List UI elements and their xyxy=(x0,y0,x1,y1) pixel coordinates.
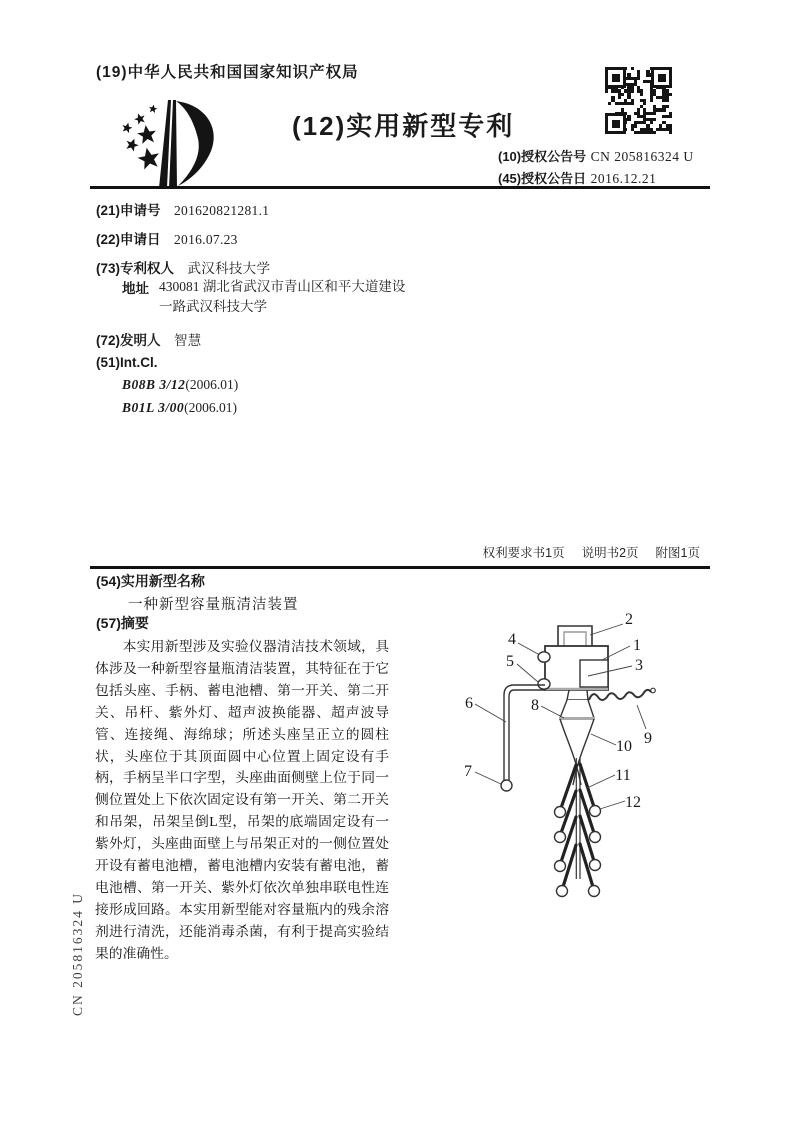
patentee-row xyxy=(96,257,270,278)
device-figure xyxy=(430,598,700,930)
address-row xyxy=(122,277,411,317)
intcl-label: (51)Int.Cl. xyxy=(96,355,158,370)
application-date-row xyxy=(96,228,238,249)
figure-label-1: 1 xyxy=(633,637,641,654)
figure-label-7: 7 xyxy=(464,763,472,780)
qr-finder-icon xyxy=(605,67,626,88)
figure-label-12: 12 xyxy=(625,794,641,811)
figure-label-6: 6 xyxy=(465,695,473,712)
inventor-value: 智慧 xyxy=(173,333,202,348)
pub-no-value: CN 205816324 U xyxy=(590,149,694,164)
app-date-label: (22)申请日 xyxy=(96,232,161,247)
section-divider xyxy=(90,566,710,569)
qr-finder-icon xyxy=(651,67,672,88)
intcl-code: B01L 3/00 xyxy=(122,400,185,415)
patentee-label: (73)专利权人 xyxy=(96,261,175,276)
cnipa-logo-icon xyxy=(118,95,243,195)
header-divider xyxy=(90,186,710,189)
intcl-version: (2006.01) xyxy=(185,377,239,392)
description-pages: 说明书2页 xyxy=(581,546,639,560)
drawings-pages: 附图1页 xyxy=(655,546,700,560)
app-no-value: 201620821281.1 xyxy=(173,203,270,218)
figure-label-5: 5 xyxy=(506,653,514,670)
address-label: 地址 xyxy=(122,281,149,296)
application-number-row xyxy=(96,199,269,220)
figure-label-2: 2 xyxy=(625,611,633,628)
intcl-row xyxy=(96,354,158,372)
inventor-label: (72)发明人 xyxy=(96,333,161,348)
inventor-row xyxy=(96,329,202,350)
publication-number-row xyxy=(498,146,694,166)
intcl-entry xyxy=(122,377,238,393)
qr-finder-icon xyxy=(605,113,626,134)
app-date-value: 2016.07.23 xyxy=(173,232,238,247)
issuing-office: (19)中华人民共和国国家知识产权局 xyxy=(96,64,359,81)
figure-label-10: 10 xyxy=(616,738,632,755)
figure-label-3: 3 xyxy=(635,657,643,674)
intcl-version: (2006.01) xyxy=(184,400,238,415)
pub-date-value: 2016.12.21 xyxy=(590,171,657,186)
figure-label-9: 9 xyxy=(644,730,652,747)
app-no-label: (21)申请号 xyxy=(96,203,161,218)
patent-drawing xyxy=(430,598,700,930)
cnipa-logo-graphic xyxy=(118,95,243,195)
pub-date-label: (45)授权公告日 xyxy=(498,171,587,186)
figure-label-8: 8 xyxy=(531,697,539,714)
patentee-value: 武汉科技大学 xyxy=(187,261,271,276)
abstract-text: 本实用新型涉及实验仪器清洁技术领域，具体涉及一种新型容量瓶清洁装置，其特征在于它包括头座、手柄、蓄电池槽、第一开关、第二开关、吊杆、紫外灯、超声波换能器、超声波导管、连接绳、海绵球；所述头座呈正立的圆柱状，头座位于其顶面圆中心位置上固定设有手柄，手柄呈半口字型，头座曲面侧壁上位于同一侧位置处上下依次固定设有第一开关、第二开关和吊架，吊架呈倒L型，吊架的底端固定设有一紫外灯，头座曲面壁上与吊架正对的一侧位置处开设有蓄电池槽，蓄电池槽内安装有蓄电池，蓄电池槽、第一开关、紫外灯依次单独串联电性连接形成回路。本实用新型能对容量瓶内的残余溶剂进行清洗，还能消毒杀菌，有利于提高实验结果的准确性。 xyxy=(95,639,389,961)
document-type-title: (12)实用新型专利 xyxy=(292,111,515,141)
utility-name-label: (54)实用新型名称 xyxy=(96,573,205,589)
pub-no-label: (10)授权公告号 xyxy=(498,149,587,164)
side-publication-code: CN 205816324 U xyxy=(70,891,85,1016)
qr-code-icon xyxy=(605,67,672,134)
intcl-code: B08B 3/12 xyxy=(122,377,186,392)
abstract-label: (57)摘要 xyxy=(96,615,149,631)
figure-label-4: 4 xyxy=(508,631,516,648)
pages-summary xyxy=(400,543,700,561)
address-value: 430081 湖北省武汉市青山区和平大道建设一路武汉科技大学 xyxy=(159,279,406,314)
figure-label-11: 11 xyxy=(615,767,631,784)
intcl-entry xyxy=(122,400,237,416)
claims-pages: 权利要求书1页 xyxy=(482,546,565,560)
utility-name-value: 一种新型容量瓶清洁装置 xyxy=(128,597,299,613)
publication-date-row xyxy=(498,168,656,188)
